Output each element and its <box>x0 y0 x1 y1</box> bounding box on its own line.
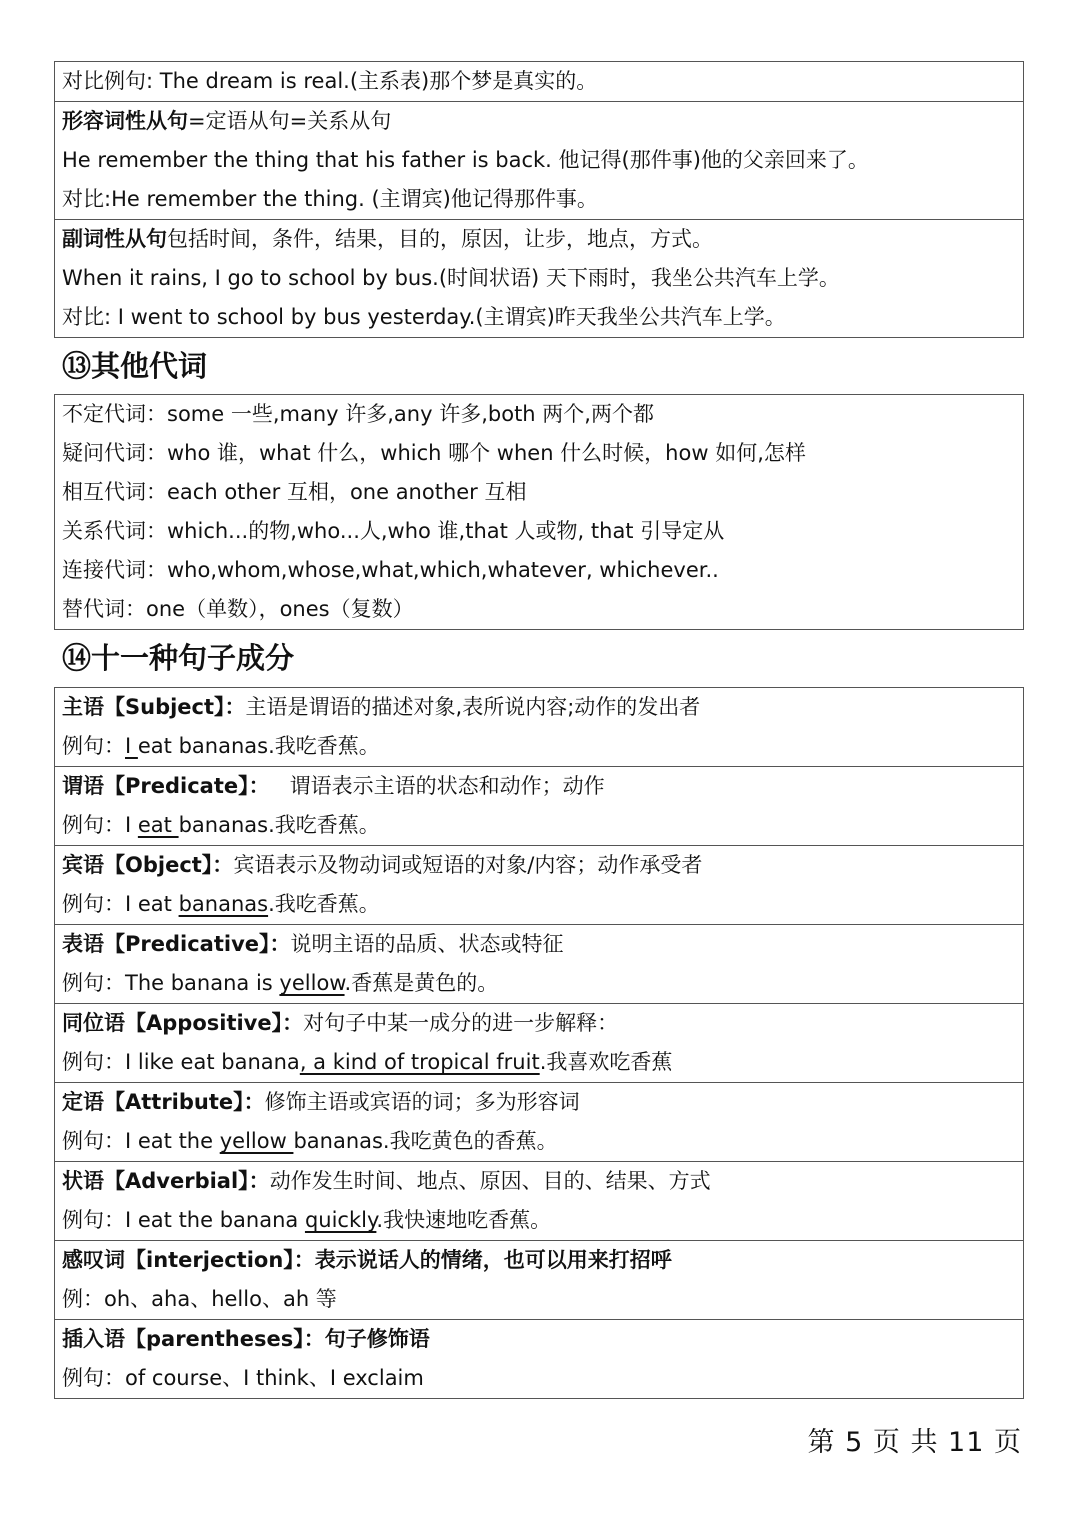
pronoun-table <box>54 394 1024 630</box>
table-cell-parentheses <box>55 1319 1023 1398</box>
example-line: 例：oh、aha、hello、ah 等 <box>62 1287 337 1311</box>
text-line: 宾语【Object】：宾语表示及物动词或短语的对象/内容；动作承受者 <box>62 853 703 877</box>
example-line: 例句：I eat bananas.我吃香蕉。 <box>62 813 380 837</box>
text-line: 状语【Adverbial】：动作发生时间、地点、原因、目的、结果、方式 <box>62 1169 711 1193</box>
clause-comparison-table <box>54 61 1024 338</box>
example-line: 例句：I eat bananas.我吃香蕉。 <box>62 892 380 916</box>
example-line: 例句：I eat the banana quickly.我快速地吃香蕉。 <box>62 1208 552 1232</box>
table-cell-appositive <box>55 1003 1023 1082</box>
text-line: 替代词：one（单数），ones（复数） <box>62 597 414 621</box>
table-cell-predicative <box>55 924 1023 1003</box>
text-line: When it rains, I go to school by bus.(时间状语) 天下雨时，我坐公共汽车上学。 <box>62 266 840 290</box>
sentence-components-table <box>54 687 1024 1399</box>
text-line: 对比例句: The dream is real.(主系表)那个梦是真实的。 <box>62 69 598 93</box>
text-line: 形容词性从句=定语从句=关系从句 <box>62 109 392 133</box>
table-cell <box>55 219 1023 337</box>
example-line: 例句：I eat the yellow bananas.我吃黄色的香蕉。 <box>62 1129 558 1153</box>
text-line: 插入语【parentheses】：句子修饰语 <box>62 1327 430 1351</box>
text-line: 主语【Subject】：主语是谓语的描述对象,表所说内容;动作的发出者 <box>62 695 701 719</box>
example-line: 例句：The banana is yellow.香蕉是黄色的。 <box>62 971 499 995</box>
text-line: 相互代词：each other 互相，one another 互相 <box>62 480 527 504</box>
text-line: 对比: I went to school by bus yesterday.(主谓宾)昨天我坐公共汽车上学。 <box>62 305 786 329</box>
text-line: He remember the thing that his father is back. 他记得(那件事)他的父亲回来了。 <box>62 148 869 172</box>
text-line: 不定代词：some 一些,many 许多,any 许多,both 两个,两个都 <box>62 402 654 426</box>
table-cell-predicate <box>55 766 1023 845</box>
text-line: 对比:He remember the thing. (主谓宾)他记得那件事。 <box>62 187 598 211</box>
text-line: 疑问代词：who 谁，what 什么，which 哪个 when 什么时候，how 如何,怎样 <box>62 441 806 465</box>
table-cell-interjection <box>55 1240 1023 1319</box>
table-cell <box>55 62 1023 101</box>
table-cell <box>55 101 1023 219</box>
text-line: 谓语【Predicate】： 谓语表示主语的状态和动作；动作 <box>62 774 605 798</box>
example-line: 例句：I like eat banana, a kind of tropical fruit.我喜欢吃香蕉 <box>62 1050 673 1074</box>
text-line: 定语【Attribute】：修饰主语或宾语的词；多为形容词 <box>62 1090 580 1114</box>
example-line: 例句：of course、I think、I exclaim <box>62 1366 424 1390</box>
section-heading-13: ⑬其他代词 <box>62 349 208 383</box>
section-heading-14: ⑭十一种句子成分 <box>62 641 295 675</box>
table-cell <box>55 395 1023 629</box>
example-line: 例句：I eat bananas.我吃香蕉。 <box>62 734 380 758</box>
text-line: 感叹词【interjection】：表示说话人的情绪，也可以用来打招呼 <box>62 1248 672 1272</box>
text-line: 副词性从句包括时间，条件，结果，目的，原因，让步，地点，方式。 <box>62 227 713 251</box>
text-line: 表语【Predicative】：说明主语的品质、状态或特征 <box>62 932 564 956</box>
table-cell-attribute <box>55 1082 1023 1161</box>
table-cell-object <box>55 845 1023 924</box>
text-line: 关系代词：which...的物,who...人,who 谁,that 人或物, that 引导定从 <box>62 519 725 543</box>
page-number: 第 5 页 共 11 页 <box>807 1427 1022 1458</box>
text-line: 同位语【Appositive】：对句子中某一成分的进一步解释： <box>62 1011 619 1035</box>
text-line: 连接代词：who,whom,whose,what,which,whatever, whichever.. <box>62 558 719 582</box>
table-cell-subject <box>55 688 1023 766</box>
table-cell-adverbial <box>55 1161 1023 1240</box>
